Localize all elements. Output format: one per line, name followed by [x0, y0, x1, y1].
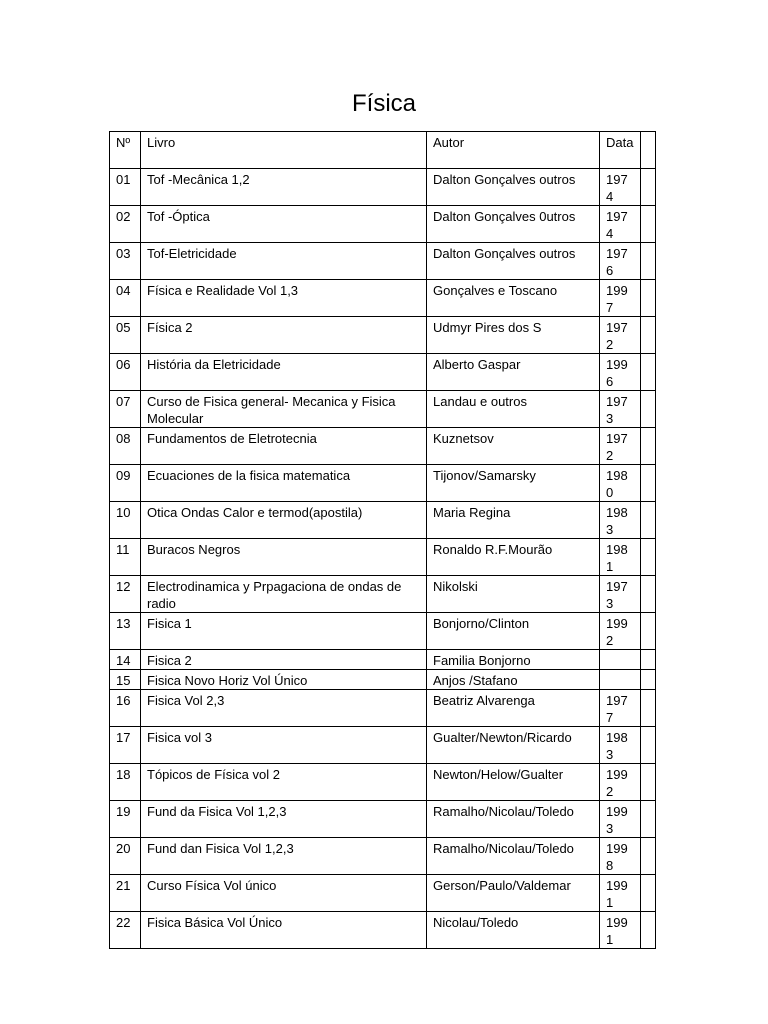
- header-autor: Autor: [427, 132, 600, 169]
- cell-data: 1992: [600, 764, 641, 801]
- cell-autor: Ramalho/Nicolau/Toledo: [427, 838, 600, 875]
- cell-livro: Otica Ondas Calor e termod(apostila): [141, 502, 427, 539]
- cell-livro: Fisica vol 3: [141, 727, 427, 764]
- cell-autor: Newton/Helow/Gualter: [427, 764, 600, 801]
- cell-livro: Electrodinamica y Prpagaciona de ondas de radio: [141, 576, 427, 613]
- cell-extra: [641, 650, 656, 670]
- table-body: [110, 132, 656, 949]
- table-row: [110, 243, 656, 280]
- table-row: [110, 317, 656, 354]
- cell-data: 1981: [600, 539, 641, 576]
- cell-data: 1983: [600, 727, 641, 764]
- cell-livro: Física 2: [141, 317, 427, 354]
- cell-extra: [641, 428, 656, 465]
- table-row: [110, 764, 656, 801]
- header-no: Nº: [110, 132, 141, 169]
- cell-autor: Familia Bonjorno: [427, 650, 600, 670]
- table-row: [110, 650, 656, 670]
- cell-autor: Dalton Gonçalves 0utros: [427, 206, 600, 243]
- cell-extra: [641, 354, 656, 391]
- cell-data: 1973: [600, 391, 641, 428]
- cell-livro: Curso Física Vol único: [141, 875, 427, 912]
- cell-no: 10: [110, 502, 141, 539]
- cell-autor: Gualter/Newton/Ricardo: [427, 727, 600, 764]
- cell-livro: Fund dan Fisica Vol 1,2,3: [141, 838, 427, 875]
- table-row: [110, 354, 656, 391]
- cell-extra: [641, 912, 656, 949]
- cell-extra: [641, 465, 656, 502]
- cell-extra: [641, 670, 656, 690]
- cell-no: 02: [110, 206, 141, 243]
- cell-data: 1972: [600, 317, 641, 354]
- table-row: [110, 206, 656, 243]
- table-row: [110, 465, 656, 502]
- cell-data: [600, 650, 641, 670]
- cell-autor: Bonjorno/Clinton: [427, 613, 600, 650]
- table-row: [110, 502, 656, 539]
- cell-autor: Dalton Gonçalves outros: [427, 243, 600, 280]
- cell-no: 11: [110, 539, 141, 576]
- cell-extra: [641, 280, 656, 317]
- cell-autor: Gonçalves e Toscano: [427, 280, 600, 317]
- cell-autor: Beatriz Alvarenga: [427, 690, 600, 727]
- cell-data: 1993: [600, 801, 641, 838]
- cell-livro: Fisica 1: [141, 613, 427, 650]
- cell-no: 08: [110, 428, 141, 465]
- cell-livro: Tof -Óptica: [141, 206, 427, 243]
- cell-no: 22: [110, 912, 141, 949]
- table-row: [110, 690, 656, 727]
- table-row: [110, 576, 656, 613]
- cell-extra: [641, 690, 656, 727]
- cell-autor: Anjos /Stafano: [427, 670, 600, 690]
- table-header-row: [110, 132, 656, 169]
- cell-livro: Tof-Eletricidade: [141, 243, 427, 280]
- cell-no: 05: [110, 317, 141, 354]
- cell-extra: [641, 243, 656, 280]
- cell-livro: Tof -Mecânica 1,2: [141, 169, 427, 206]
- cell-livro: Fund da Fisica Vol 1,2,3: [141, 801, 427, 838]
- cell-autor: Alberto Gaspar: [427, 354, 600, 391]
- cell-autor: Ramalho/Nicolau/Toledo: [427, 801, 600, 838]
- cell-no: 16: [110, 690, 141, 727]
- cell-autor: Nicolau/Toledo: [427, 912, 600, 949]
- cell-extra: [641, 727, 656, 764]
- cell-autor: Nikolski: [427, 576, 600, 613]
- cell-no: 03: [110, 243, 141, 280]
- cell-extra: [641, 317, 656, 354]
- cell-autor: Ronaldo R.F.Mourão: [427, 539, 600, 576]
- cell-data: 1977: [600, 690, 641, 727]
- cell-extra: [641, 539, 656, 576]
- cell-no: 07: [110, 391, 141, 428]
- table-row: [110, 391, 656, 428]
- table-row: [110, 280, 656, 317]
- cell-data: 1974: [600, 169, 641, 206]
- cell-data: 1992: [600, 613, 641, 650]
- cell-livro: Fisica Vol 2,3: [141, 690, 427, 727]
- cell-no: 09: [110, 465, 141, 502]
- table-row: [110, 838, 656, 875]
- cell-extra: [641, 613, 656, 650]
- cell-livro: História da Eletricidade: [141, 354, 427, 391]
- table-row: [110, 670, 656, 690]
- cell-autor: Landau e outros: [427, 391, 600, 428]
- cell-data: 1973: [600, 576, 641, 613]
- books-table: [109, 131, 656, 949]
- cell-no: 14: [110, 650, 141, 670]
- table-row: [110, 613, 656, 650]
- cell-livro: Física e Realidade Vol 1,3: [141, 280, 427, 317]
- cell-no: 01: [110, 169, 141, 206]
- cell-extra: [641, 764, 656, 801]
- header-data: Data: [600, 132, 641, 169]
- cell-autor: Gerson/Paulo/Valdemar: [427, 875, 600, 912]
- cell-data: 1997: [600, 280, 641, 317]
- page-title: Física: [351, 90, 416, 117]
- cell-livro: Fisica 2: [141, 650, 427, 670]
- cell-no: 12: [110, 576, 141, 613]
- cell-livro: Buracos Negros: [141, 539, 427, 576]
- cell-data: 1991: [600, 912, 641, 949]
- cell-no: 18: [110, 764, 141, 801]
- cell-data: 1998: [600, 838, 641, 875]
- cell-autor: Udmyr Pires dos S: [427, 317, 600, 354]
- cell-data: 1972: [600, 428, 641, 465]
- cell-livro: Fundamentos de Eletrotecnia: [141, 428, 427, 465]
- cell-data: 1991: [600, 875, 641, 912]
- cell-extra: [641, 875, 656, 912]
- cell-data: 1983: [600, 502, 641, 539]
- cell-data: 1996: [600, 354, 641, 391]
- cell-extra: [641, 206, 656, 243]
- cell-autor: Kuznetsov: [427, 428, 600, 465]
- cell-no: 19: [110, 801, 141, 838]
- table-row: [110, 428, 656, 465]
- table-row: [110, 912, 656, 949]
- cell-extra: [641, 391, 656, 428]
- cell-no: 06: [110, 354, 141, 391]
- cell-no: 17: [110, 727, 141, 764]
- cell-no: 04: [110, 280, 141, 317]
- cell-extra: [641, 838, 656, 875]
- cell-data: 1974: [600, 206, 641, 243]
- cell-data: 1976: [600, 243, 641, 280]
- header-livro: Livro: [141, 132, 427, 169]
- header-extra: [641, 132, 656, 169]
- cell-livro: Curso de Fisica general- Mecanica y Fisica Molecular: [141, 391, 427, 428]
- cell-autor: Maria Regina: [427, 502, 600, 539]
- table-row: [110, 801, 656, 838]
- cell-autor: Tijonov/Samarsky: [427, 465, 600, 502]
- cell-no: 20: [110, 838, 141, 875]
- cell-no: 13: [110, 613, 141, 650]
- table-row: [110, 727, 656, 764]
- cell-livro: Fisica Básica Vol Único: [141, 912, 427, 949]
- cell-extra: [641, 576, 656, 613]
- cell-extra: [641, 169, 656, 206]
- cell-livro: Fisica Novo Horiz Vol Único: [141, 670, 427, 690]
- table-row: [110, 169, 656, 206]
- table-row: [110, 875, 656, 912]
- cell-data: [600, 670, 641, 690]
- cell-autor: Dalton Gonçalves outros: [427, 169, 600, 206]
- cell-data: 1980: [600, 465, 641, 502]
- cell-extra: [641, 801, 656, 838]
- cell-livro: Tópicos de Física vol 2: [141, 764, 427, 801]
- table-row: [110, 539, 656, 576]
- cell-livro: Ecuaciones de la fisica matematica: [141, 465, 427, 502]
- cell-no: 21: [110, 875, 141, 912]
- cell-extra: [641, 502, 656, 539]
- cell-no: 15: [110, 670, 141, 690]
